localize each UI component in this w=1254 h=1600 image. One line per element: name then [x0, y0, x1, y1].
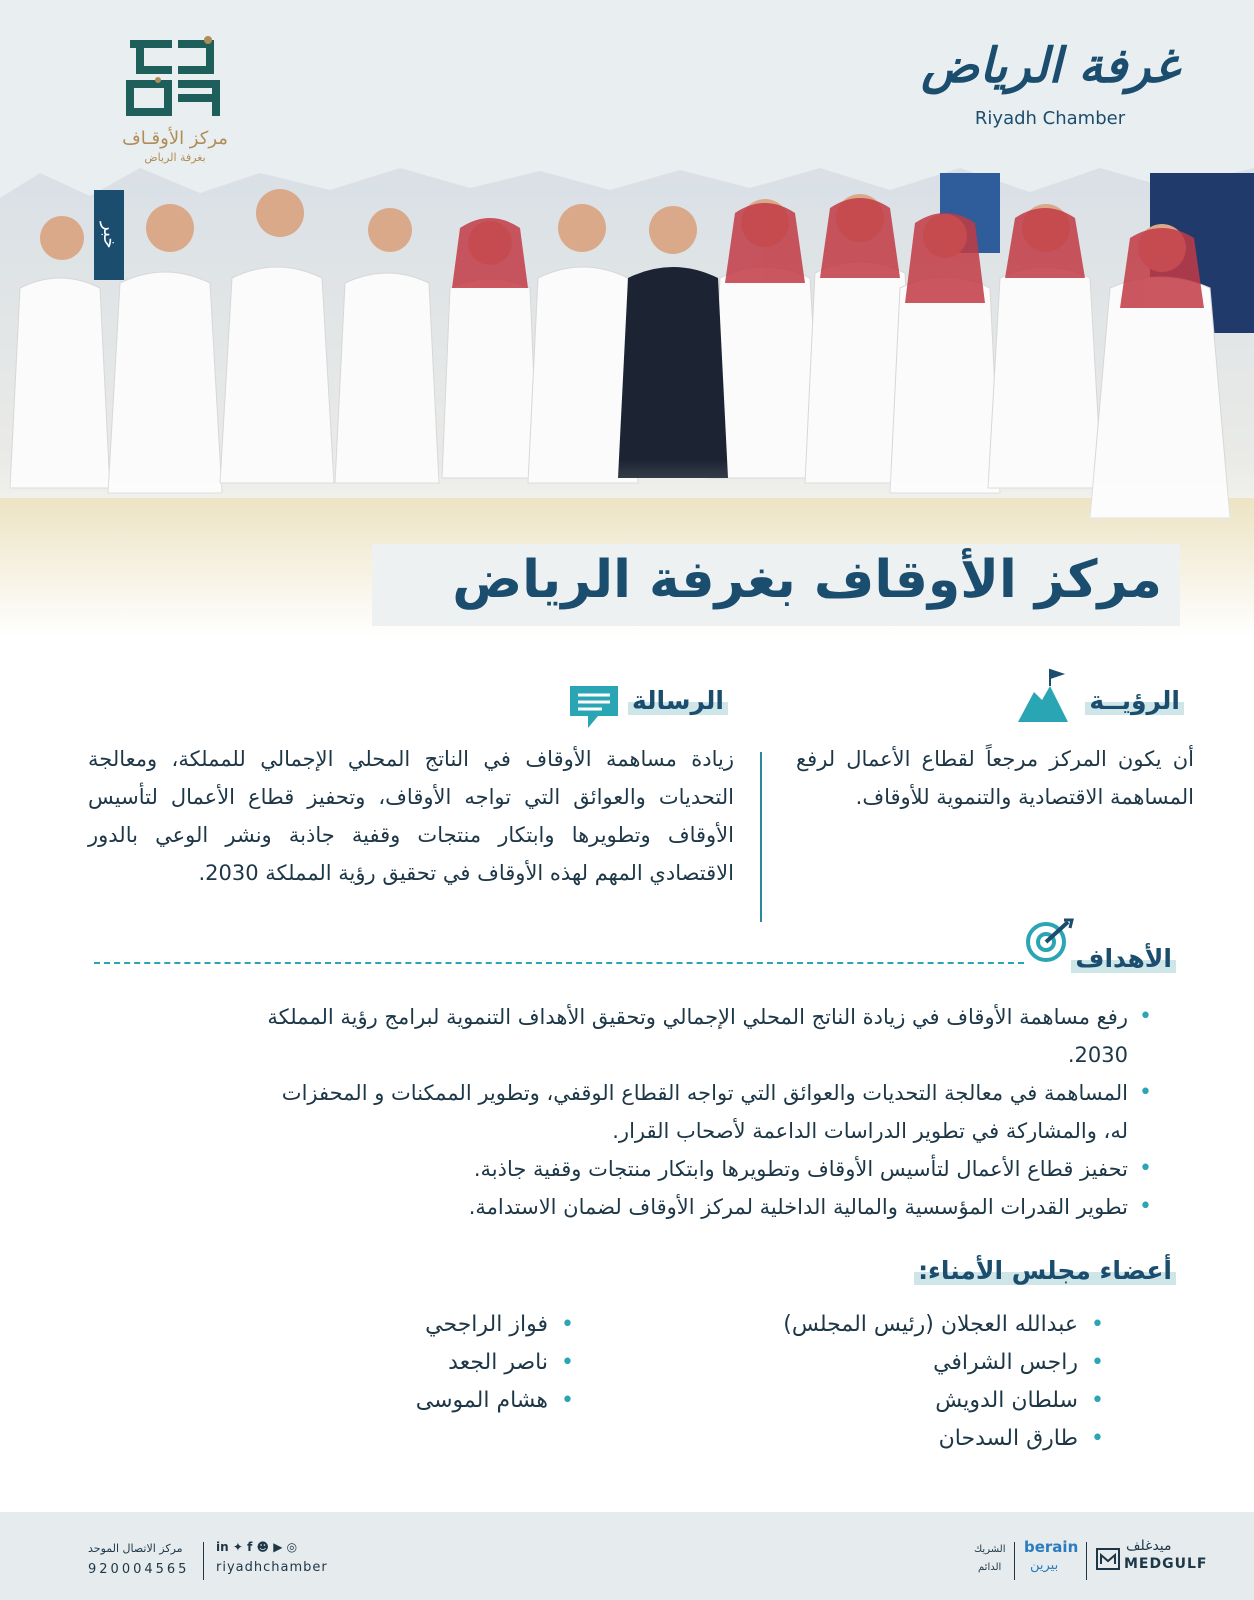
board-member: • فواز الراجحي	[416, 1306, 574, 1344]
footer-separator-3	[1086, 1542, 1087, 1580]
awqaf-logo	[100, 34, 250, 164]
news-tag-label: خبر	[99, 221, 120, 249]
medgulf-logo: MEDGULF	[1124, 1556, 1208, 1572]
vision-heading-label: الرؤيــة	[1085, 686, 1184, 715]
awqaf-logo-label: مركز الأوقـاف	[122, 128, 228, 149]
message-bubble-icon	[566, 682, 622, 732]
page-title: مركز الأوقاف بغرفة الرياض	[452, 550, 1162, 610]
awqaf-logo-mark-icon	[100, 34, 250, 122]
contact-number: 920004565	[88, 1562, 190, 1577]
riyadh-chamber-logo-arabic: غرفة الرياض	[921, 38, 1179, 94]
target-icon	[1024, 916, 1076, 964]
twitter-icon[interactable]: ✦	[232, 1540, 243, 1554]
awqaf-logo-sub: بغرفة الرياض	[144, 151, 206, 164]
footer-separator-2	[1014, 1542, 1015, 1580]
youtube-icon[interactable]: ▶	[273, 1540, 283, 1554]
board-member: • عبدالله العجلان (رئيس المجلس)	[783, 1306, 1104, 1344]
medgulf-logo-arabic: ميدغلف	[1126, 1538, 1172, 1554]
board-member: • ناصر الجعد	[416, 1344, 574, 1382]
vision-heading	[1085, 686, 1184, 715]
footer	[0, 1512, 1254, 1600]
contact-label: مركز الاتصال الموحد	[88, 1542, 183, 1555]
board-list-left	[416, 1306, 574, 1420]
medgulf-mark-icon	[1096, 1548, 1120, 1570]
partner-label-1: الشريك	[974, 1544, 1006, 1555]
riyadh-chamber-logo-english: Riyadh Chamber	[974, 108, 1126, 129]
board-member: • سلطان الدويش	[783, 1382, 1104, 1420]
vision-text: أن يكون المركز مرجعاً لقطاع الأعمال لرفع المساهمة الاقتصادية والتنموية للأوقاف.	[796, 747, 1194, 809]
goals-heading-label: الأهداف	[1071, 944, 1176, 973]
social-icons	[216, 1540, 297, 1554]
goals-list	[252, 998, 1152, 1226]
instagram-icon[interactable]: ◎	[286, 1540, 298, 1554]
mountain-flag-icon	[1014, 668, 1072, 726]
board-member: • هشام الموسى	[416, 1382, 574, 1420]
board-list-right	[783, 1306, 1104, 1458]
board-heading	[914, 1256, 1176, 1285]
mission-heading	[628, 686, 728, 715]
goal-item: • المساهمة في معالجة التحديات والعوائق التي تواجه القطاع الوقفي، وتطوير الممكنات و المحفزات له، والمشاركة في تطوير الدراسات الداعمة لأصحاب القرار.	[252, 1074, 1152, 1150]
board-member: • راجس الشرافي	[783, 1344, 1104, 1382]
snapchat-icon[interactable]: ☻	[256, 1540, 270, 1554]
board-member: • طارق السدحان	[783, 1420, 1104, 1458]
social-handle: riyadhchamber	[216, 1560, 328, 1575]
footer-separator	[203, 1542, 204, 1580]
linkedin-icon[interactable]: in	[216, 1540, 229, 1554]
goal-item: • تطوير القدرات المؤسسية والمالية الداخلية لمركز الأوقاف لضمان الاستدامة.	[252, 1188, 1152, 1226]
goals-divider	[94, 962, 1024, 964]
riyadh-chamber-logo	[900, 34, 1200, 144]
facebook-icon[interactable]: f	[247, 1540, 253, 1554]
goals-heading	[1071, 944, 1176, 973]
partner-label-2: الدائم	[978, 1562, 1002, 1573]
goal-item: • رفع مساهمة الأوقاف في زيادة الناتج المحلي الإجمالي وتحقيق الأهداف التنموية لبرامج رؤية المملكة 2030.	[252, 998, 1152, 1074]
berain-logo-arabic: بيرين	[1030, 1558, 1059, 1573]
board-heading-label: أعضاء مجلس الأمناء:	[914, 1256, 1176, 1285]
page-title-box	[372, 544, 1180, 626]
berain-logo: berain	[1024, 1538, 1079, 1556]
news-tag	[94, 190, 124, 280]
mission-text: زيادة مساهمة الأوقاف في الناتج المحلي الإجمالي للمملكة، ومعالجة التحديات والعوائق التي تواجه الأوقاف، وتحفيز قطاع الأعمال لتأسيس الأوقاف وتطويرها وابتكار منتجات وقفية جاذبة ونشر الوعي بالدور الاقتصادي المهم لهذه الأوقاف في تحقيق رؤية المملكة 2030.	[88, 747, 734, 885]
mission-divider	[760, 752, 762, 922]
mission-heading-label: الرسالة	[628, 686, 728, 715]
goal-item: • تحفيز قطاع الأعمال لتأسيس الأوقاف وتطويرها وابتكار منتجات وقفية جاذبة.	[252, 1150, 1152, 1188]
